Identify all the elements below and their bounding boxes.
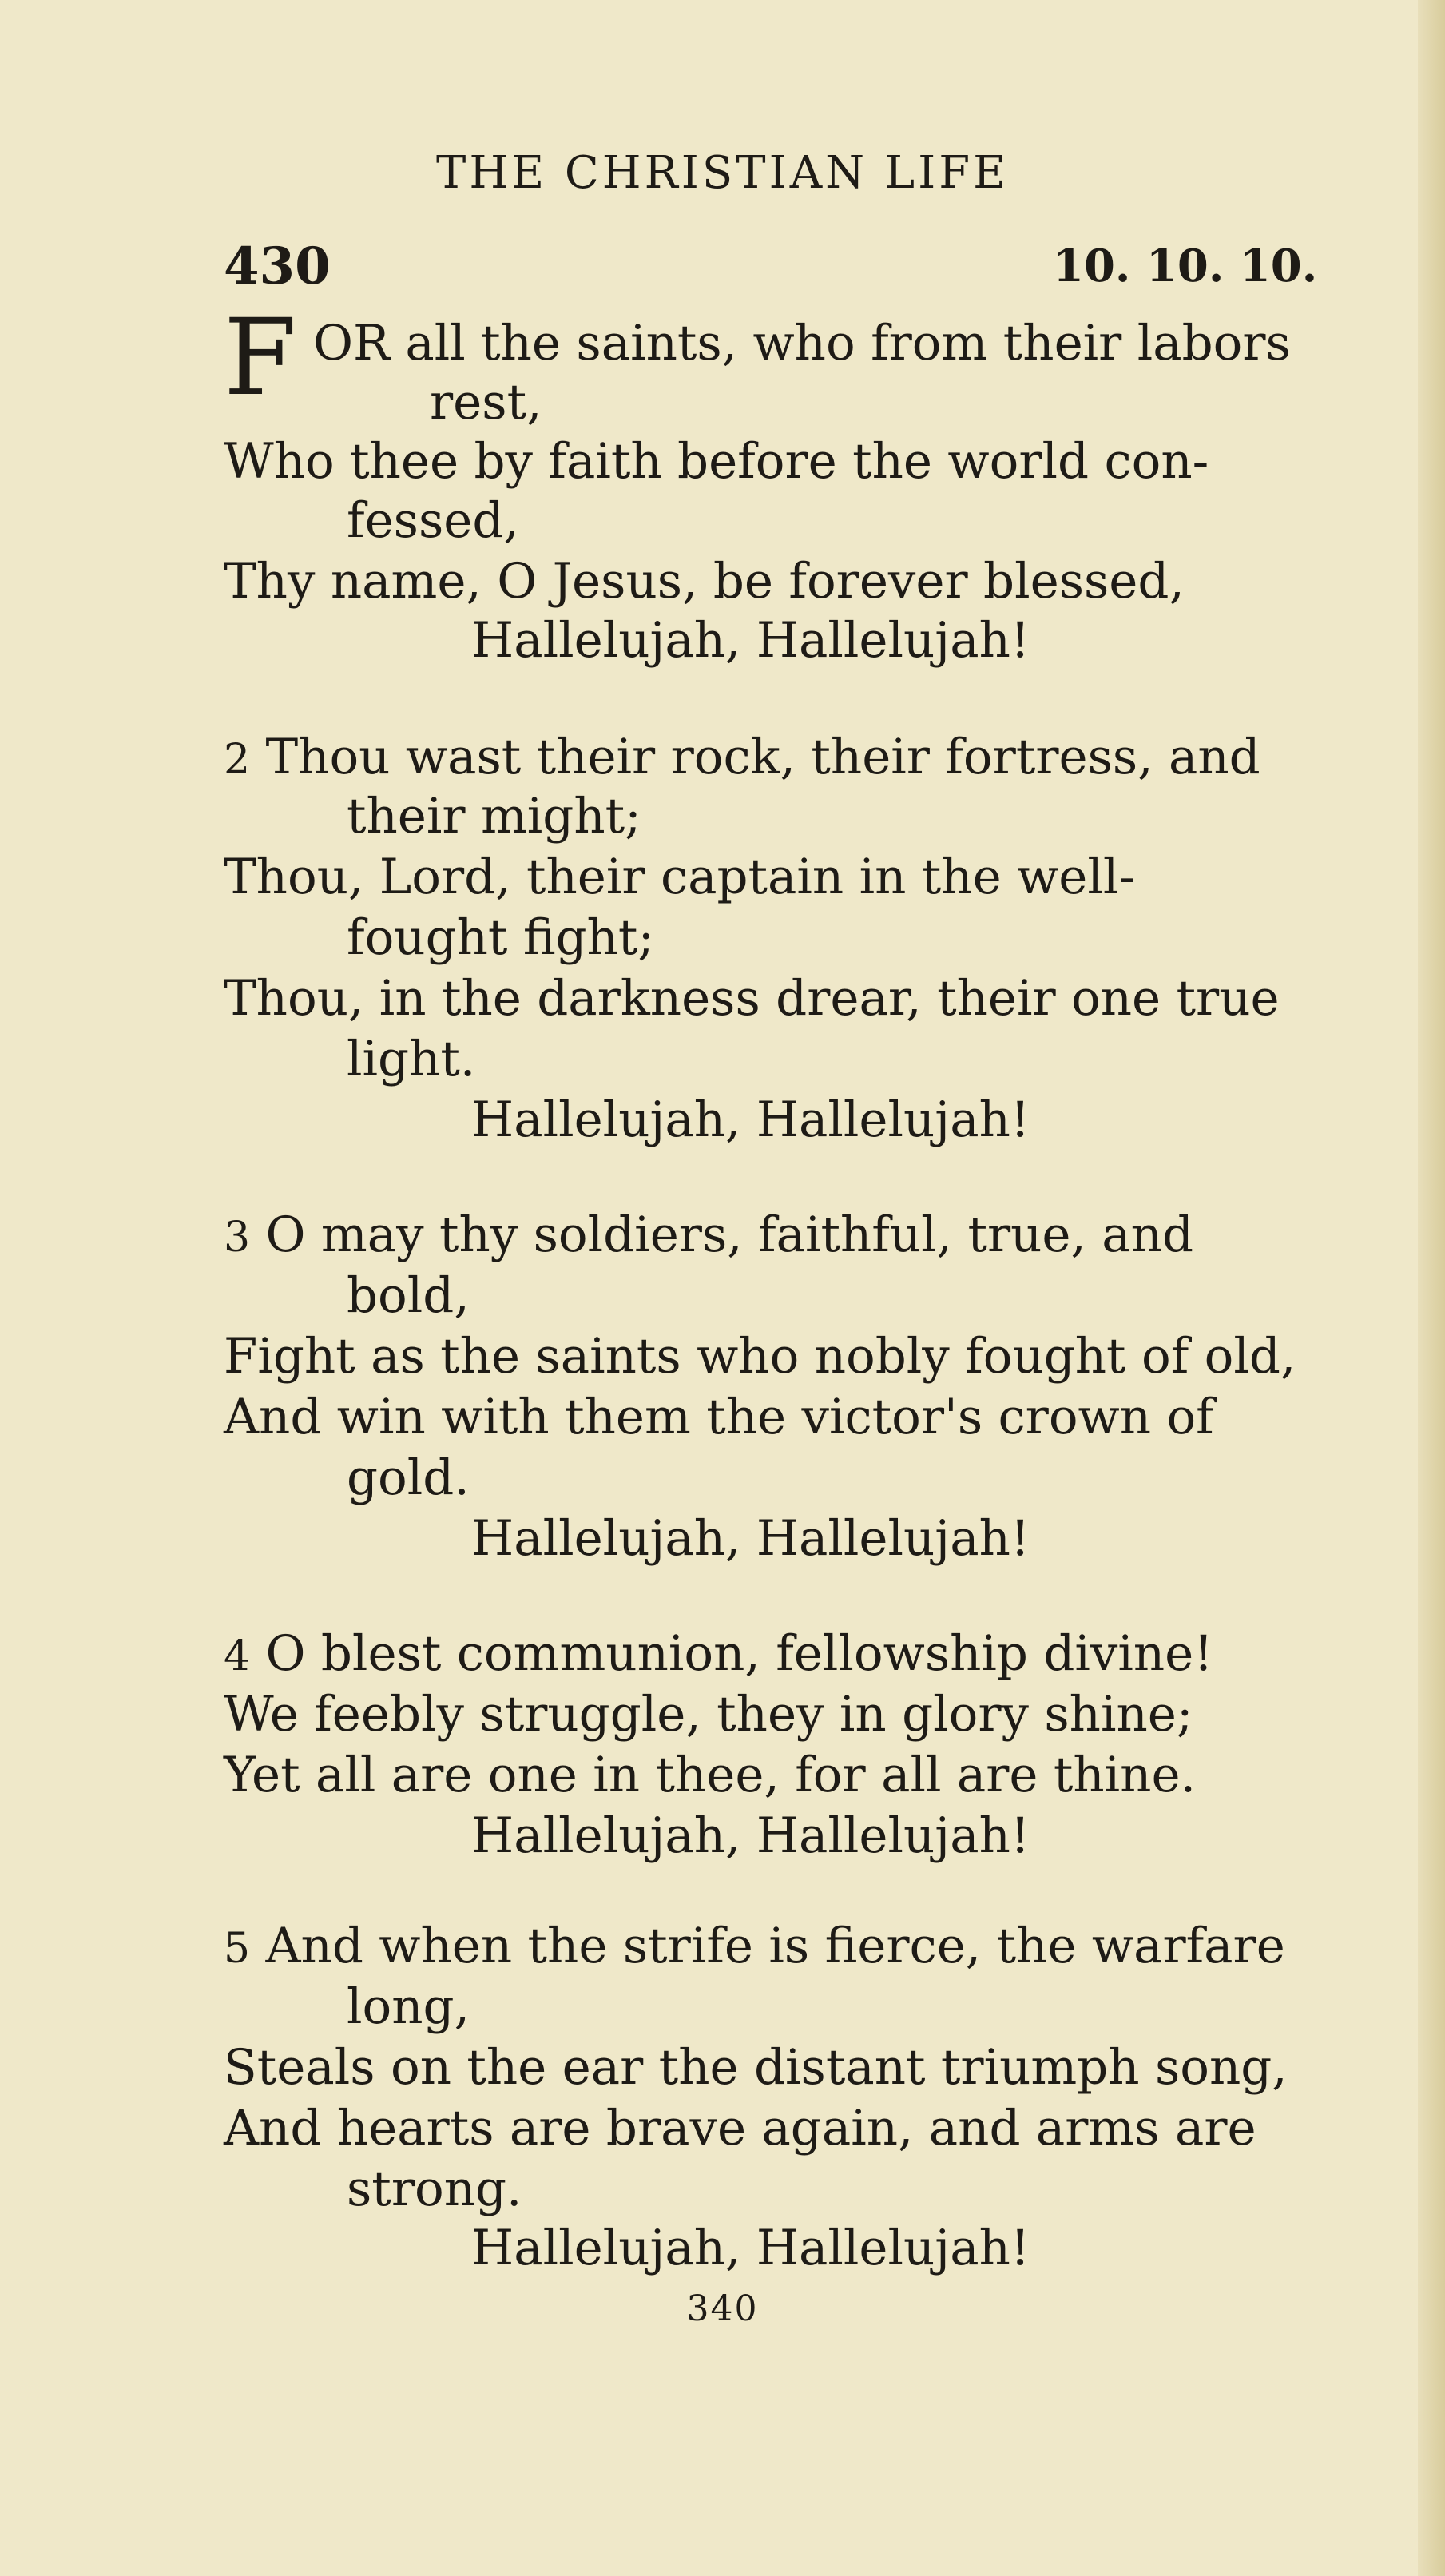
stanza-4-line-2: We feebly struggle, they in glory shine; [224, 1686, 1193, 1743]
stanza-4-line-3: Yet all are one in thee, for all are thine. [224, 1747, 1196, 1803]
stanza-3-line-4: And win with them the victor's crown of [224, 1389, 1214, 1445]
stanza-4-refrain: Hallelujah, Hallelujah! [471, 1807, 1030, 1864]
verse-number: 2 [224, 736, 251, 784]
page-number: 340 [686, 2288, 759, 2329]
stanza-5-refrain: Hallelujah, Hallelujah! [471, 2220, 1030, 2276]
stanza-2-refrain: Hallelujah, Hallelujah! [471, 1091, 1030, 1148]
stanza-3-line-3: Fight as the saints who nobly fought of old, [224, 1328, 1296, 1385]
stanza-2-line-4: fought fight; [347, 909, 654, 966]
stanza-5-line-4: And hearts are brave again, and arms are [224, 2100, 1256, 2157]
drop-cap: F [224, 296, 297, 419]
hymn-number: 430 [224, 237, 331, 296]
stanza-1-refrain: Hallelujah, Hallelujah! [471, 612, 1030, 669]
stanza-5-line-1-text: And when the strife is fierce, the warfare [265, 1918, 1285, 1974]
stanza-5-line-5: strong. [347, 2161, 522, 2217]
stanza-1-line-5: Thy name, O Jesus, be forever blessed, [224, 553, 1185, 610]
stanza-5-line-1 [224, 1916, 1285, 1979]
stanza-2-line-1 [224, 727, 1260, 790]
meter: 10. 10. 10. [1053, 240, 1318, 292]
stanza-2-line-1-text: Thou wast their rock, their fortress, and [265, 729, 1260, 785]
stanza-5-line-3: Steals on the ear the distant triumph song, [224, 2039, 1288, 2096]
stanza-2-line-6: light. [347, 1031, 476, 1087]
running-head: THE CHRISTIAN LIFE [436, 147, 1009, 199]
stanza-1-line-1: OR all the saints, who from their labors [313, 315, 1291, 372]
page-edge [1418, 0, 1445, 2576]
verse-number: 5 [224, 1925, 251, 1973]
verse-number: 3 [224, 1214, 251, 1262]
stanza-2-line-2: their might; [347, 788, 641, 845]
stanza-1-line-4: fessed, [347, 492, 519, 549]
stanza-3-line-5: gold. [347, 1449, 470, 1506]
stanza-1-line-2: rest, [430, 374, 542, 431]
stanza-3-refrain: Hallelujah, Hallelujah! [471, 1510, 1030, 1567]
stanza-4-line-1-text: O blest communion, fellowship divine! [265, 1625, 1213, 1682]
stanza-3-line-2: bold, [347, 1267, 470, 1324]
stanza-1-line-3: Who thee by faith before the world con- [224, 433, 1209, 490]
stanza-4-line-1 [224, 1624, 1213, 1687]
stanza-2-line-5: Thou, in the darkness drear, their one true [224, 970, 1280, 1027]
stanza-2-line-3: Thou, Lord, their captain in the well- [224, 849, 1136, 905]
verse-number: 4 [224, 1632, 251, 1680]
stanza-3-line-1-text: O may thy soldiers, faithful, true, and [265, 1207, 1193, 1263]
stanza-5-line-2: long, [347, 1978, 470, 2035]
stanza-3-line-1 [224, 1205, 1193, 1268]
